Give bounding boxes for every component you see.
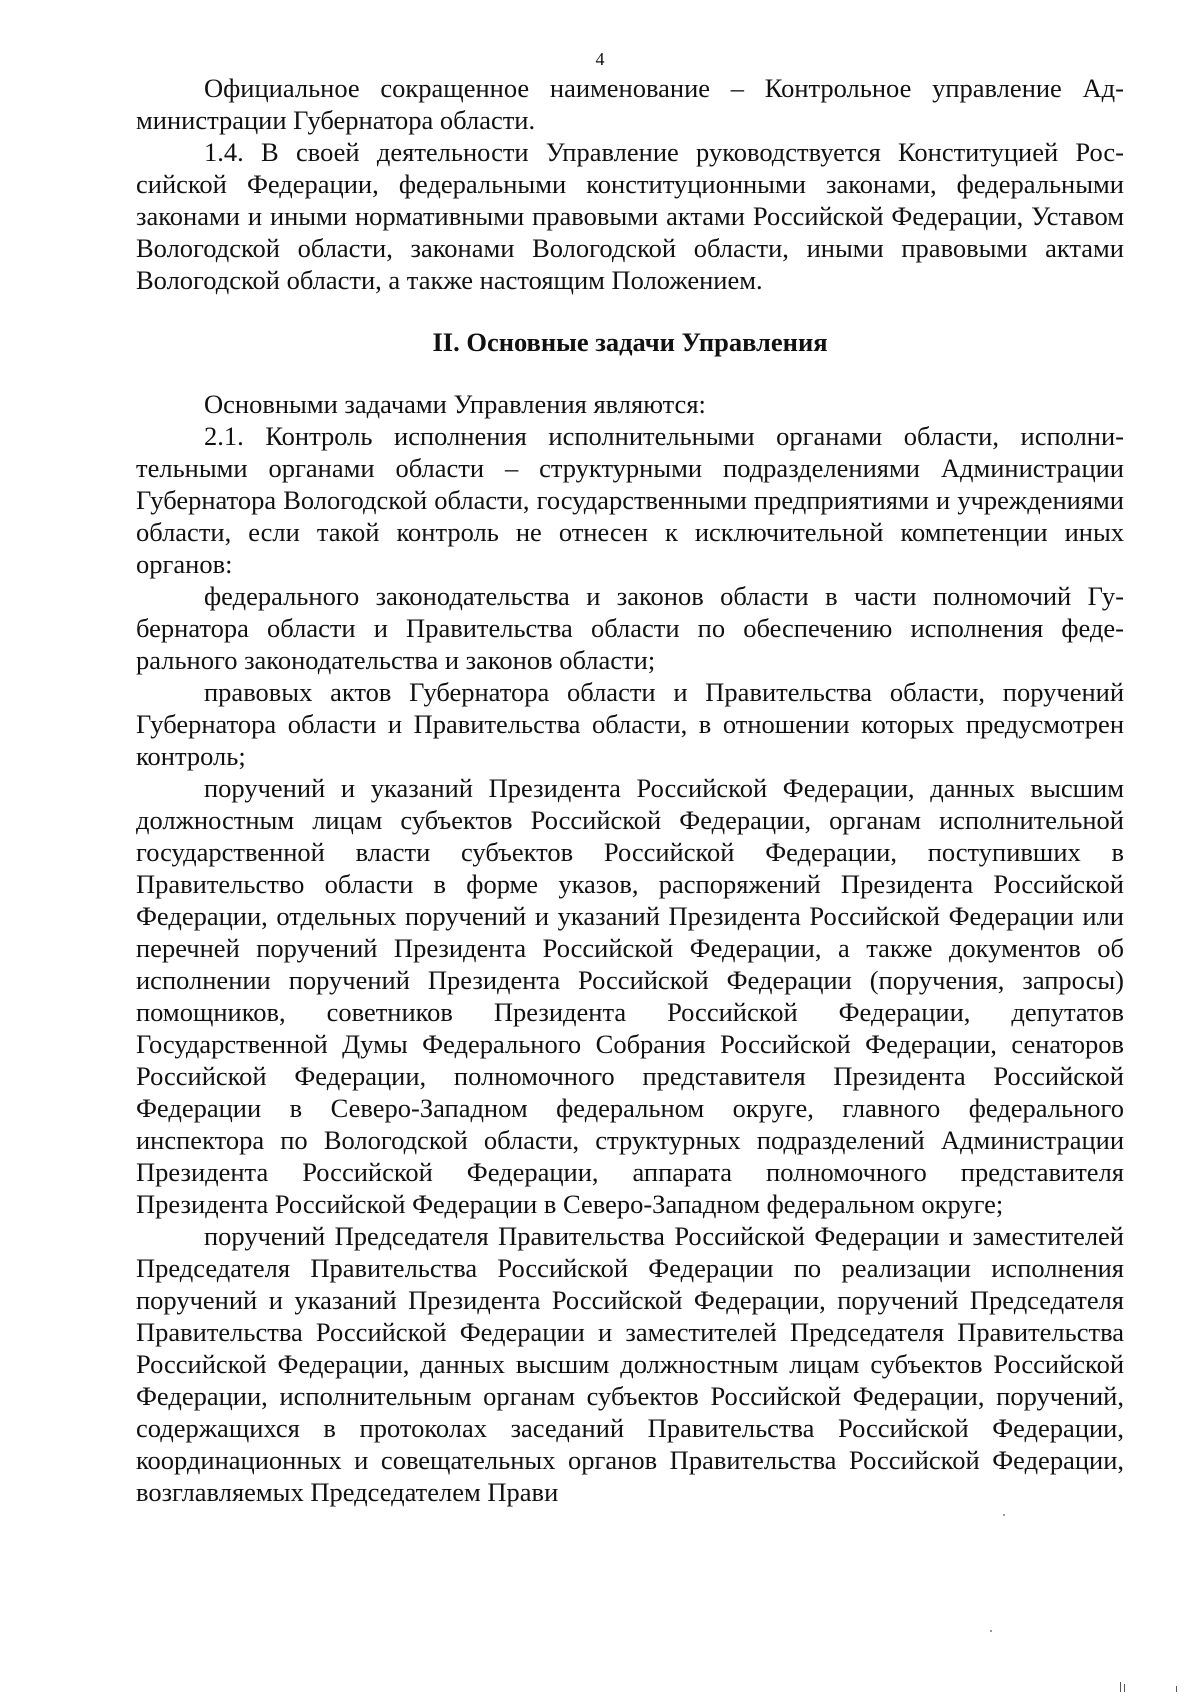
scan-speck	[990, 1630, 992, 1632]
paragraph-1-4: 1.4. В своей деятельности Управление руководствуется Конституцией Российской Федерации, федеральными конституционными законами, федеральными законами и иными нормативными правовыми актами Российской Федерации, Уставом Вологодской области, законами Вологодской области, иными правовыми актами Вологодской области, а также настоящим Положением.	[136, 137, 1124, 295]
page-number: 4	[595, 49, 605, 69]
scan-edge-mark	[1120, 1682, 1121, 1692]
paragraph-chairman-orders: поручений Председателя Правительства Российской Федерации и заместителей Председателя Правительства Российской Федерации по реализации исполнения поручений и указаний Президента Российской Федерации, поручений Председателя Правительства Российской Федерации и заместителей Председателя Правительства Российской Федерации, данных высшим должностным лицам субъектов Российской Федерации, исполнительным органам субъектов Российской Федерации, поручений, содержащихся в протоколах заседаний Правительства Российской Федерации, координационных и совещательных органов Правительства Российской Федерации, возглавляемых Председателем Прави	[136, 1221, 1124, 1507]
paragraph-short-name: Официальное сокращенное наименование – Контрольное управление Администрации Губернатора области.	[136, 73, 1124, 135]
scan-edge-mark	[1176, 1686, 1177, 1692]
section-heading: II. Основные задачи Управления	[432, 327, 828, 357]
paragraph-2-1: 2.1. Контроль исполнения исполнительными органами области, исполнительными органами области – структурными подразделениями Администрации Губернатора Вологодской области, государственными предприятиями и учреждениями области, если такой контроль не отнесен к исключительной компетенции иных органов:	[136, 421, 1124, 579]
scan-speck	[1003, 1514, 1005, 1516]
paragraph-federal-law: федерального законодательства и законов области в части полномочий Губернатора области и Правительства области по обеспечению исполнения федерального законодательства и законов области;	[136, 581, 1124, 675]
paragraph-legal-acts: правовых актов Губернатора области и Правительства области, поручений Губернатора области и Правительства области, в отношении которых предусмотрен контроль;	[136, 677, 1124, 771]
paragraph-tasks-intro: Основными задачами Управления являются:	[204, 389, 706, 419]
document-body	[136, 72, 1124, 1508]
scan-edge-mark	[1124, 1684, 1125, 1692]
paragraph-president-orders: поручений и указаний Президента Российской Федерации, данных высшим должностным лицам субъектов Российской Федерации, органам исполнительной государственной власти субъектов Российской Федерации, поступивших в Правительство области в форме указов, распоряжений Президента Российской Федерации, отдельных поручений и указаний Президента Российской Федерации или перечней поручений Президента Российской Федерации, а также документов об исполнении поручений Президента Российской Федерации (поручения, запросы) помощников, советников Президента Российской Федерации, депутатов Государственной Думы Федерального Собрания Российской Федерации, сенаторов Российской Федерации, полномочного представителя Президента Российской Федерации в Северо-Западном федеральном округе, главного федерального инспектора по Вологодской области, структурных подразделений Администрации Президента Российской Федерации, аппарата полномочного представителя Президента Российской Федерации в Северо-Западном федеральном округе;	[136, 773, 1124, 1219]
